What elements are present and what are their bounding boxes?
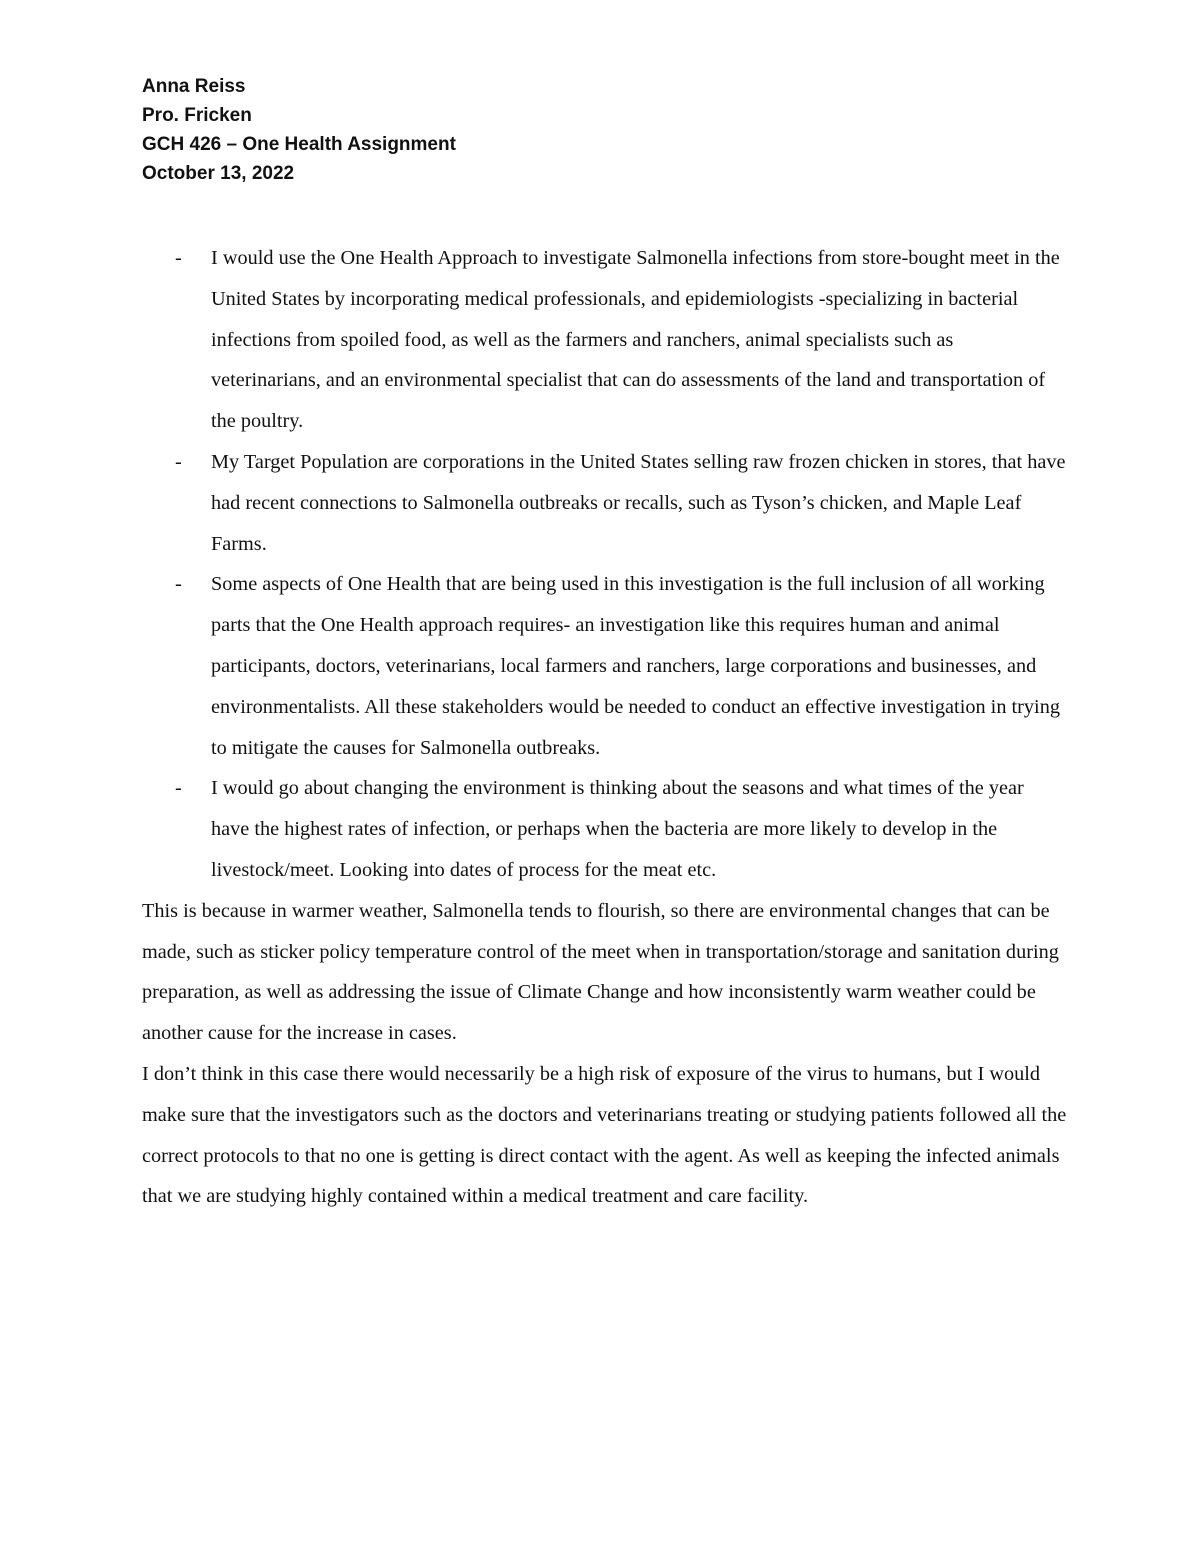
bullet-dash: - <box>175 247 182 269</box>
author-name: Anna Reiss <box>142 76 246 97</box>
list-item-text: I would go about changing the environment is thinking about the seasons and what times of the year have the highest rates of infection, or perhaps when the bacteria are more likely to develop in the livestock/meet. Looking into dates of process for the meat etc. <box>211 777 1024 881</box>
document-date: October 13, 2022 <box>142 163 295 184</box>
professor-name: Pro. Fricken <box>142 105 252 126</box>
bullet-dash: - <box>175 777 182 800</box>
paragraph-exposure: I don’t think in this case there would necessarily be a high risk of exposure of the virus to humans, but I would make sure that the investigators such as the doctors and veterinarians treating or studying patients followed all the correct protocols to that no one is getting is direct contact with the agent. As well as keeping the infected animals that we are studying highly contained within a medical treatment and care facility. <box>142 1062 1067 1208</box>
list-item-text: Some aspects of One Health that are being used in this investigation is the full inclusion of all working parts that the One Health approach requires- an investigation like this requires human and animal participants, doctors, veterinarians, local farmers and ranchers, large corporations and businesses, and environmentalists. All these stakeholders would be needed to conduct an effective investigation in trying to mitigate the causes for Salmonella outbreaks. <box>211 573 1060 759</box>
list-item <box>142 238 1067 442</box>
course-title: GCH 426 – One Health Assignment <box>142 134 456 155</box>
list-item-text: My Target Population are corporations in the United States selling raw frozen chicken in stores, that have had recent connections to Salmonella outbreaks or recalls, such as Tyson’s chicken, and Maple Leaf Farms. <box>211 450 1066 555</box>
paragraph-environment: This is because in warmer weather, Salmonella tends to flourish, so there are environmental changes that can be made, such as sticker policy temperature control of the meet when in transportation/storage and sanitation during preparation, as well as addressing the issue of Climate Change and how inconsistently warm weather could be another cause for the increase in cases. <box>142 899 1059 1045</box>
list-item <box>142 768 1067 890</box>
document-body <box>142 238 1067 1217</box>
list-item <box>142 442 1067 564</box>
bullet-dash: - <box>175 450 182 473</box>
bullet-dash: - <box>175 573 182 596</box>
bullet-list <box>142 238 1067 891</box>
list-item-text: I would use the One Health Approach to investigate Salmonella infections from store-bought meet in the United States by incorporating medical professionals, and epidemiologists -specializing in bacterial infections from spoiled food, as well as the farmers and ranchers, animal specialists such as veterinarians, and an environmental specialist that can do assessments of the land and transportation of the poultry. <box>211 247 1060 433</box>
list-item <box>142 564 1067 768</box>
document-header <box>142 72 456 188</box>
